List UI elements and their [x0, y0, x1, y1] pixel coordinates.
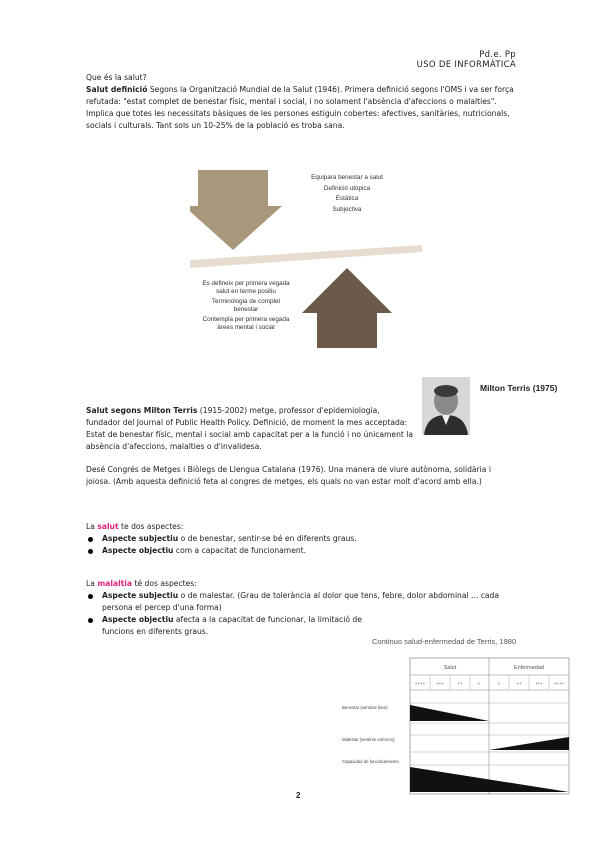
- grade-label: +: [497, 681, 501, 686]
- grade-label: ++: [516, 681, 522, 686]
- intro-section: [86, 72, 516, 132]
- grade-label: +: [477, 681, 481, 686]
- terris-text: (1915-2002) metge, professor d'epidemiologia, fundador del Journal of Public Health Policy. Definició, de moment la mes acceptada: Estat de benestar físic, mental i social amb capacitat per a la funció i no únicament la absència d'afeccions, malalties o d'invalidesa.: [86, 406, 414, 451]
- row-label-benestar: Benestar (sentirse bien): [342, 705, 388, 710]
- down-arrow: [190, 170, 282, 250]
- congress-paragraph: Desé Congrés de Metges i Biòlegs de Llengua Catalana (1976). Una manera de viure autònoma, solidària i joiosa. (Amb aquesta definició feta al congres de metges, els quals no van estar molt d'acord amb ella.): [86, 465, 491, 486]
- malaltia-lead: La: [86, 579, 95, 588]
- wedge-benestar: [410, 705, 489, 721]
- malaltia-tail: té dos aspectes:: [134, 579, 197, 588]
- aspect-text: afecta a la capacitat de funcionar, la limitació de funcions en diferents graus.: [102, 615, 362, 636]
- continuum-title: Continuo salud-enfermedad de Terris, 1980: [372, 637, 517, 646]
- aspect-label: Aspecte objectiu: [102, 615, 174, 624]
- malaltia-aspects: [86, 578, 516, 638]
- diagram-left-text: [202, 280, 290, 332]
- diagram-right-item: Definició utòpica: [323, 184, 371, 192]
- balance-beam: [190, 245, 422, 268]
- salut-aspects-list: [86, 533, 516, 557]
- row-label-capacidad: Capacidad de funcionamiento: [342, 759, 399, 764]
- malaltia-keyword: malaltia: [97, 579, 133, 588]
- malaltia-aspects-list: [86, 590, 516, 638]
- portrait-icon: [422, 377, 470, 435]
- terris-title: Salut segons Milton Terris: [86, 406, 198, 415]
- salut-tail: te dos aspectes:: [121, 522, 184, 531]
- diagram-right-item: Equipara benestar a salut: [311, 174, 383, 181]
- diagram-left-item: Terminologia de complet benestar: [211, 298, 281, 313]
- list-item: [86, 533, 516, 545]
- aspect-text: o de malestar. (Grau de tolerància al dolor que tens, febre, dolor abdominal ... cada persona el percep d'una forma): [102, 591, 500, 612]
- diagram-right-text: [292, 174, 402, 213]
- col-salut: Salut: [443, 665, 457, 671]
- aspect-label: Aspecte subjectiu: [102, 534, 179, 543]
- header-line-1: Pd.e. Pp: [479, 50, 516, 60]
- malaltia-aspects-heading: [86, 578, 516, 590]
- salut-aspects: [86, 521, 516, 557]
- header-line-2: USO DE INFORMÁTICA: [416, 60, 516, 70]
- wedge-malestar: [489, 737, 569, 750]
- terris-photo-caption: Milton Terris (1975): [480, 383, 558, 393]
- list-item: [86, 614, 372, 638]
- diagram-left-item: Es defineix per primera vegada salut en terme positiu: [202, 280, 290, 295]
- salut-definicio-text: Segons la Organització Mundial de la Salut (1946). Primera definició segons l'OMS i va ser força refutada: "estat complet de benestar físic, mental i social, i no solament l'absència d'afeccions o malalties". Implica que totes les necessitats bàsiques de les persones estiguin cobertes: afectives, sanitàries, nutricionals, socials i culturals. Tant sols un 10-25% de la població es troba sana.: [86, 85, 514, 130]
- salut-keyword: salut: [97, 522, 119, 531]
- diagram-left-item: Contempla per primera vegada àrees mental i social: [202, 316, 290, 331]
- aspect-text: o de benestar, sentir-se bé en diferents graus.: [180, 534, 357, 543]
- list-item: [86, 590, 516, 614]
- up-arrow: [302, 268, 392, 348]
- grade-label: ++: [457, 681, 463, 686]
- diagram-right-item: Estàtica: [335, 195, 359, 203]
- continuum-table: [340, 655, 572, 797]
- salut-definicio-title: Salut definició: [86, 85, 148, 94]
- aspect-text: com a capacitat de funcionament.: [175, 546, 307, 555]
- diagram-right-item: Subjectiva: [332, 205, 362, 213]
- row-label-malestar: Malestar (sentirse enfermo): [342, 737, 395, 742]
- salut-aspects-heading: [86, 521, 516, 533]
- aspect-label: Aspecte objectiu: [102, 546, 174, 555]
- intro-question: Que és la salut?: [86, 73, 147, 82]
- grade-label: ++++: [414, 681, 426, 686]
- aspect-label: Aspecte subjectiu: [102, 591, 179, 600]
- terris-photo: [422, 377, 470, 435]
- header: [417, 50, 516, 70]
- intro-paragraph: [86, 84, 516, 132]
- page-number: 2: [296, 791, 301, 800]
- salut-lead: La: [86, 522, 95, 531]
- grade-label: ++++: [553, 681, 565, 686]
- grade-label: +++: [436, 681, 444, 686]
- list-item: [86, 545, 516, 557]
- col-enfermedad: Enfermedad: [514, 665, 544, 671]
- wedge-capacidad: [410, 767, 569, 792]
- grade-label: +++: [535, 681, 543, 686]
- terris-paragraph: [86, 405, 414, 453]
